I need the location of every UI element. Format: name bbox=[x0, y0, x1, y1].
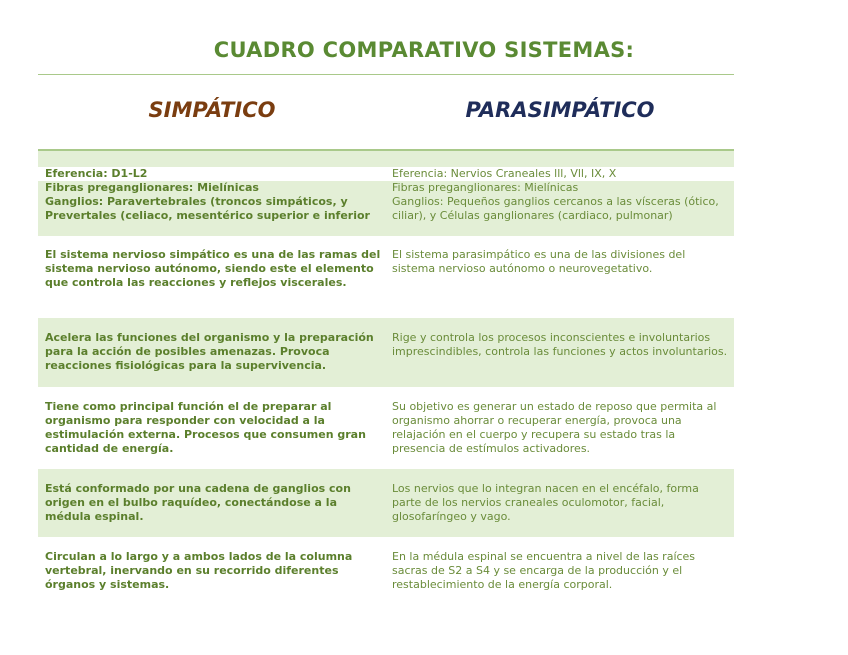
parasimpatico-cell: Rige y controla los procesos inconscientes e involuntarios imprescindibles, controla las funciones y actos involuntarios. bbox=[392, 331, 728, 358]
parasimpatico-cell: Su objetivo es generar un estado de reposo que permita al organismo ahorrar o recuperar energía, provoca una relajación en el cuerpo y recupera su estado tras la presencia de estímulos activadores. bbox=[392, 400, 717, 455]
page-title: CUADRO COMPARATIVO SISTEMAS: bbox=[213, 38, 635, 62]
row-band bbox=[38, 151, 734, 167]
simpatico-cell: Acelera las funciones del organismo y la preparación para la acción de posibles amenazas. Provoca reacciones fisiológicas para la supervivencia. bbox=[45, 331, 374, 372]
simpatico-cell: Está conformado por una cadena de ganglios con origen en el bulbo raquídeo, conectándose a la médula espinal. bbox=[45, 482, 351, 523]
parasimpatico-cell: Eferencia: Nervios Craneales lll, Vll, IX, X Fibras preganglionares: Mielínicas Ganglios: Pequeños ganglios cercanos a las vísceras (ótico, ciliar), y Células ganglionares (cardiaco, pulmonar) bbox=[392, 167, 719, 222]
header-simpatico: SIMPÁTICO bbox=[148, 98, 276, 122]
simpatico-cell: Eferencia: D1-L2 Fibras preganglionares: Mielínicas Ganglios: Paravertebrales (troncos simpáticos, y Prevertales (celiaco, mesentérico superior e inferior bbox=[45, 167, 370, 222]
header-parasimpatico: PARASIMPÁTICO bbox=[465, 98, 655, 122]
parasimpatico-cell: El sistema parasimpático es una de las divisiones del sistema nervioso autónomo o neurovegetativo. bbox=[392, 248, 686, 275]
simpatico-cell: Tiene como principal función el de preparar al organismo para responder con velocidad a la estimulación externa. Procesos que consumen gran cantidad de energía. bbox=[45, 400, 366, 455]
parasimpatico-cell: En la médula espinal se encuentra a nivel de las raíces sacras de S2 a S4 y se encarga de la producción y el restablecimiento de la energía corporal. bbox=[392, 550, 696, 591]
title-divider bbox=[38, 74, 734, 75]
parasimpatico-cell: Los nervios que lo integran nacen en el encéfalo, forma parte de los nervios craneales oculomotor, facial, glosofaríngeo y vago. bbox=[392, 482, 699, 523]
simpatico-cell: El sistema nervioso simpático es una de las ramas del sistema nervioso autónomo, siendo este el elemento que controla las reacciones y reflejos viscerales. bbox=[45, 248, 381, 289]
simpatico-cell: Circulan a lo largo y a ambos lados de la columna vertebral, inervando en su recorrido diferentes órganos y sistemas. bbox=[45, 550, 353, 591]
